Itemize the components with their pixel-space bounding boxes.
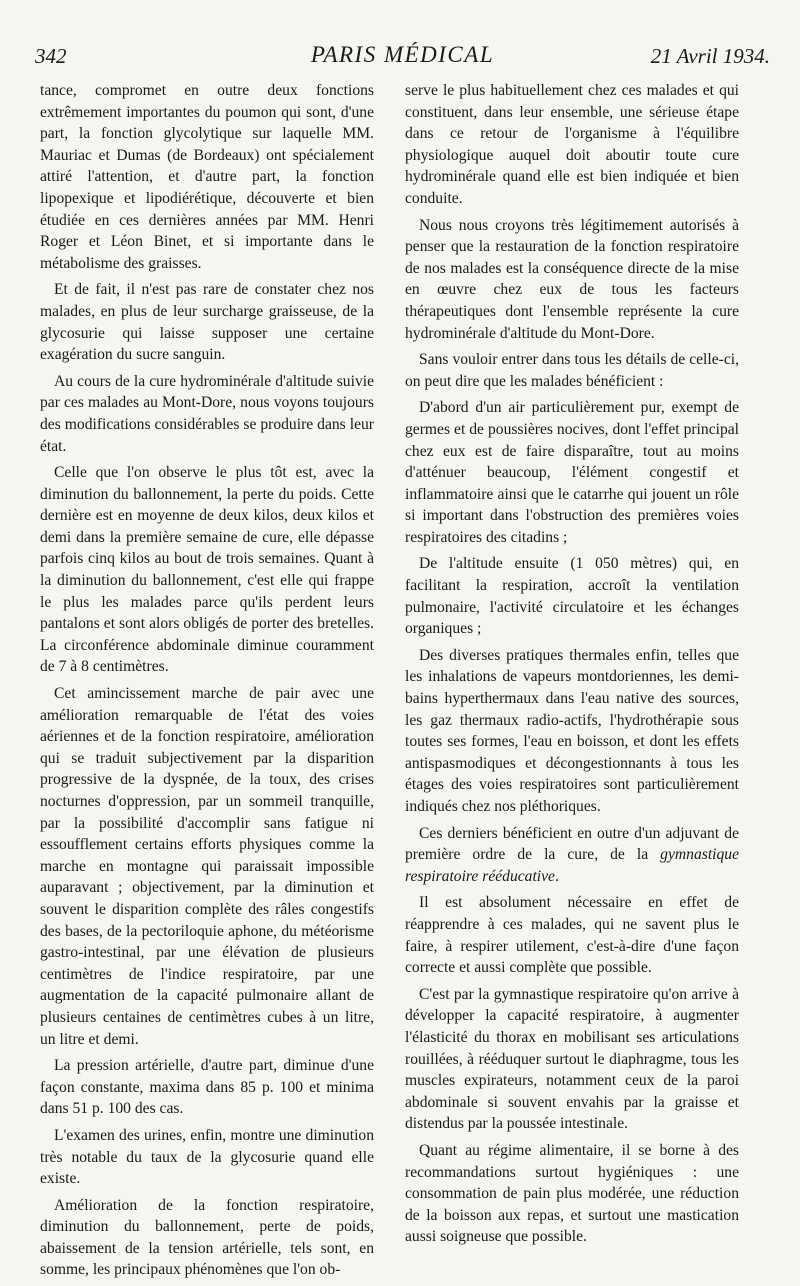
paragraph: De l'altitude ensuite (1 050 mètres) qui, en facilitant la respiration, accroît la ventilation pulmonaire, l'activité circulatoire et les échanges organiques ; (405, 555, 739, 638)
paragraph: Au cours de la cure hydrominérale d'altitude suivie par ces malades au Mont-Dore, nous voyons toujours des modifications considérables se produire dans leur état. (40, 372, 374, 455)
paragraph: serve le plus habituellement chez ces malades et qui constituent, dans leur ensemble, une sérieuse étape dans ce retour de l'organisme à l'équilibre physiologique auquel doit aboutir toute cure hydrominérale quand elle est bien indiquée et bien conduite. (405, 82, 739, 207)
issue-date: 21 Avril 1934. (650, 44, 770, 68)
right-column (405, 80, 739, 1253)
emphasized-term: gymnastique respiratoire rééducative (405, 846, 739, 885)
left-column (40, 80, 374, 1286)
paragraph-with-emphasis (405, 823, 739, 888)
paragraph: Nous nous croyons très légitimement autorisés à penser que la restauration de la fonction respiratoire de nos malades est la conséquence directe de la mise en œuvre chez eux de tous les facteurs thérapeutiques dont l'ensemble représente la cure hydrominérale d'altitude du Mont-Dore. (405, 216, 739, 342)
paragraph: La pression artérielle, d'autre part, diminue d'une façon constante, maxima dans 85 p. 100 et minima dans 51 p. 100 des cas. (40, 1057, 374, 1118)
paragraph: Amélioration de la fonction respiratoire, diminution du ballonnement, perte de poids, abaissement de la tension artérielle, tels sont, en somme, les principaux phénomènes que l'on ob- (40, 1196, 374, 1279)
paragraph: D'abord d'un air particulièrement pur, exempt de germes et de poussières nocives, dont l'effet principal chez eux est de faire disparaître, tout au moins d'atténuer beaucoup, l'élément congestif et inflammatoire ainsi que le catarrhe qui jouent un rôle si important dans l'obstruction des premières voies respiratoires des citadins ; (405, 399, 739, 546)
paragraph: Quant au régime alimentaire, il se borne à des recommandations surtout hygiéniques : une consommation de pain plus modérée, une réduction de la boisson aux repas, et surtout une mastication aussi soigneuse que possible. (405, 1141, 739, 1246)
paragraph: Cet amincissement marche de pair avec une amélioration remarquable de l'état des voies aériennes et de la fonction respiratoire, amélioration qui se traduit subjectivement par la disparition progressive de la dyspnée, de la toux, des crises nocturnes d'oppression, par un sommeil tranquille, par la possibilité d'accomplir sans fatigue ni essoufflement certains efforts physiques comme la marche en montagne qui paraissait impossible auparavant ; objectivement, par la diminution et souvent le disparition complète des râles congestifs des bases, de la pectoriloquie aphone, du météorisme gastro-intestinal, par une élévation de plusieurs centimètres de l'indice respiratoire, par une augmentation de la capacité pulmonaire allant de plusieurs centaines de centimètres cubes à un litre, un litre et demi. (40, 685, 374, 1048)
paragraph: Et de fait, il n'est pas rare de constater chez nos malades, en plus de leur surcharge graisseuse, de la glycosurie qui laisse supposer une certaine exagération du sucre sanguin. (40, 281, 374, 364)
paragraph-text: Ces derniers bénéficient en outre d'un adjuvant de première ordre de la cure, de la (405, 824, 739, 864)
paragraph: C'est par la gymnastique respiratoire qu'on arrive à développer la capacité respiratoire, à augmenter l'élasticité du thorax en mobilisant ses articulations rouillées, à rééduquer surtout le diaphragme, tous les muscles expirateurs, notamment ceux de la paroi abdominale si souvent envahis par la graisse et distendus par la poussée intestinale. (405, 985, 739, 1133)
paragraph: L'examen des urines, enfin, montre une diminution très notable du taux de la glycosurie quand elle existe. (40, 1126, 374, 1188)
paragraph: Sans vouloir entrer dans tous les détails de celle-ci, on peut dire que les malades bénéficient : (405, 351, 739, 390)
paragraph: tance, compromet en outre deux fonctions extrêmement importantes du poumon qui sont, d'une part, la fonction glycolytique sur laquelle MM. Mauriac et Dumas (de Bordeaux) ont spécialement attiré l'attention, et d'autre part, la fonction lipopexique et lipodiérétique, découverte et bien étudiée en ces dernières années par MM. Henri Roger et Léon Binet, et si importante dans le métabolisme des graisses. (40, 82, 374, 272)
paragraph: Celle que l'on observe le plus tôt est, avec la diminution du ballonnement, la perte du poids. Cette dernière est en moyenne de deux kilos, deux kilos et demi dans la première semaine de cure, elle dépasse parfois cinq kilos au bout de trois semaines. Quant à la diminution du ballonnement, c'est elle qui frappe le plus les malades parce qu'ils perdent leurs pantalons et sont alors obligés de porter des bretelles. La circonférence abdominale diminue couramment de 7 à 8 centimètres. (40, 464, 374, 676)
paragraph: Il est absolument nécessaire en effet de réapprendre à ces malades, qui ne savent plus le faire, à respirer utilement, c'est-à-dire d'une façon correcte et aussi complète que possible. (405, 894, 739, 977)
paragraph-text: . (554, 867, 559, 885)
running-header (35, 38, 770, 78)
page-number: 342 (35, 44, 67, 68)
journal-title: PARIS MÉDICAL (310, 42, 495, 67)
paragraph: Des diverses pratiques thermales enfin, telles que les inhalations de vapeurs montdoriennes, les demi-bains hyperthermaux dans l'eau native des sources, les gaz thermaux radio-actifs, l'hydrothérapie sous toutes ses formes, l'eau en boisson, et dont les effets antispasmodiques et décongestionnants à tous les étages des voies respiratoires sont particulièrement indiqués chez nos pléthoriques. (405, 646, 739, 815)
